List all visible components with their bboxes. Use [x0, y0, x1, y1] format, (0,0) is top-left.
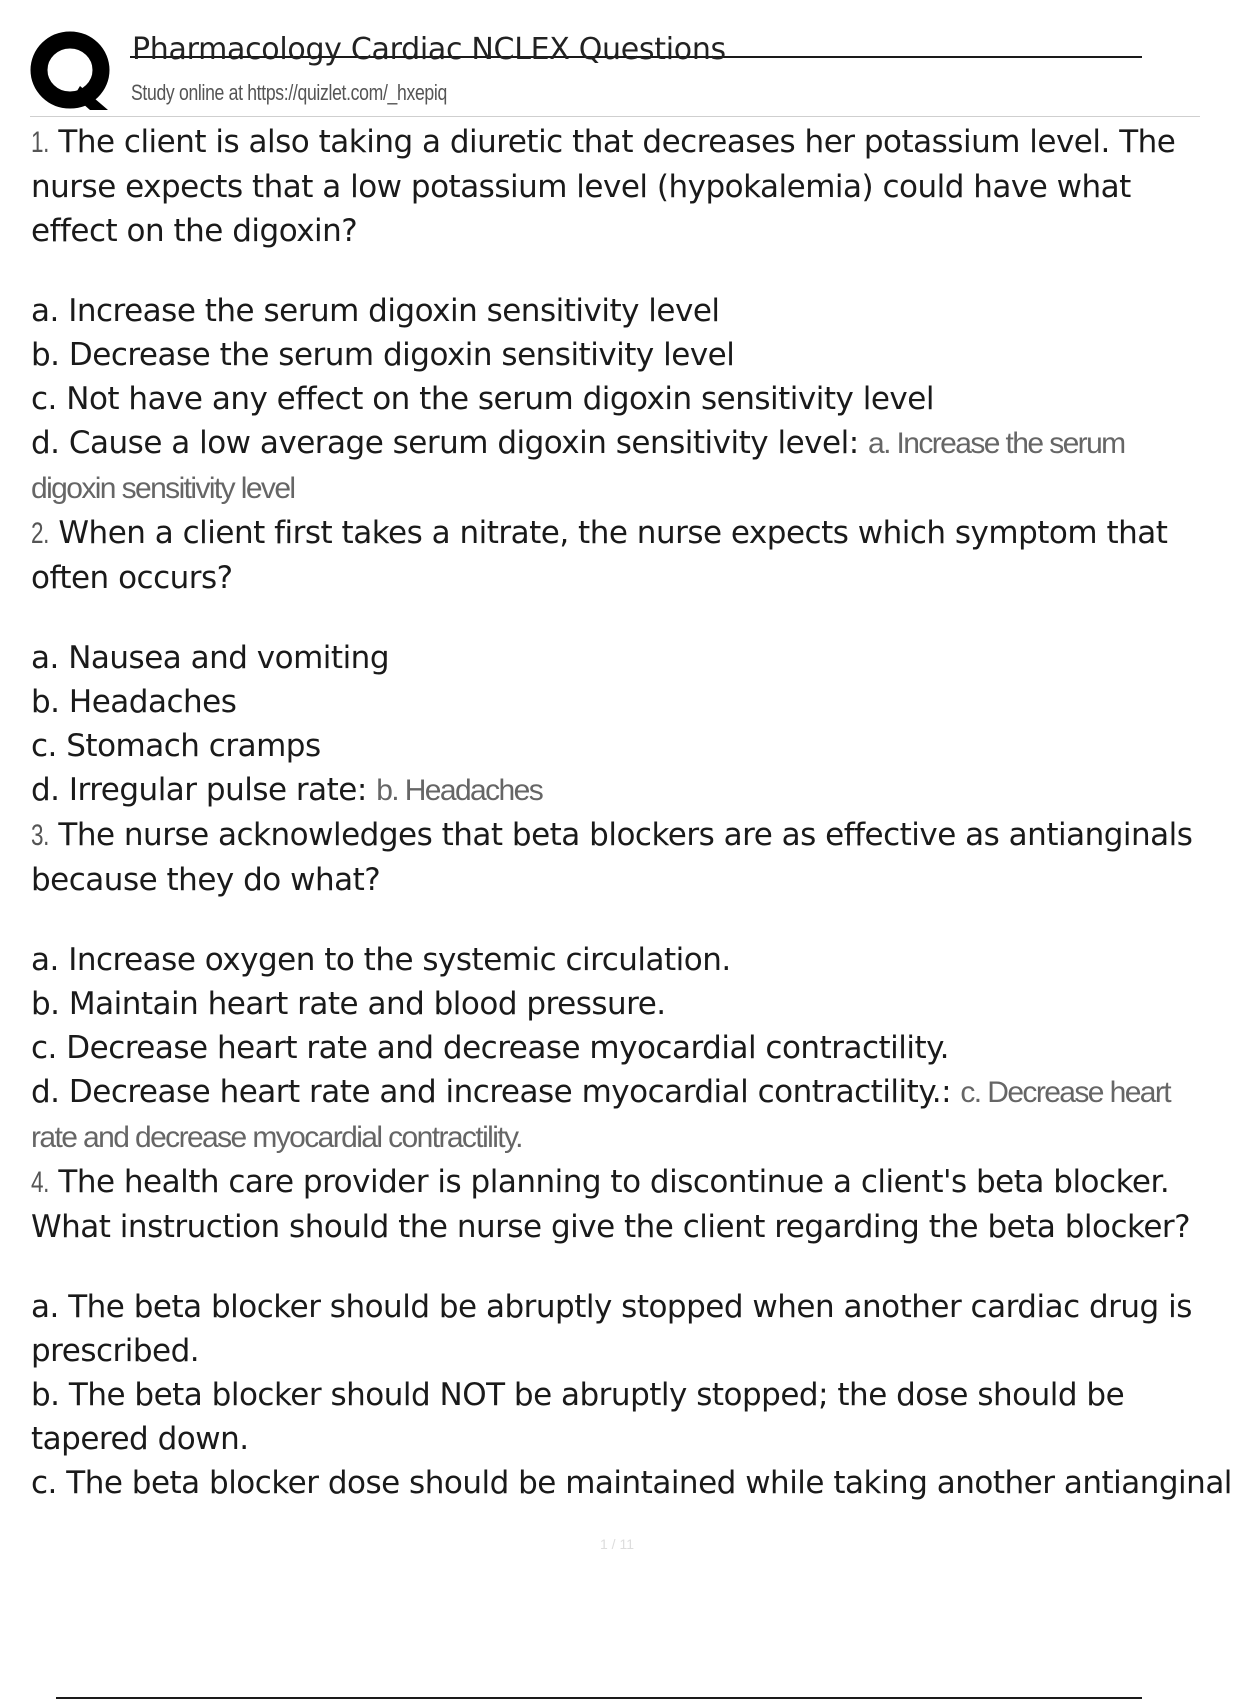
option-b: b. Maintain heart rate and blood pressure.	[31, 986, 666, 1022]
question-3	[31, 813, 1200, 902]
question-text: When a client first takes a nitrate, the nurse expects which symptom that often occurs?	[31, 515, 1177, 596]
document-header	[0, 0, 1200, 118]
option-c: c. Not have any effect on the serum digoxin sensitivity level	[31, 381, 934, 417]
option-c: c. The beta blocker dose should be maintained while taking another antianginal	[31, 1465, 1232, 1501]
spacer	[31, 253, 1200, 289]
option-a: a. The beta blocker should be abruptly stopped when another cardiac drug is prescribed.	[31, 1289, 1192, 1369]
option-a: a. Nausea and vomiting	[31, 640, 390, 676]
question-number: 4.	[31, 1166, 50, 1199]
option-b: b. Headaches	[31, 684, 237, 720]
option-d: d. Cause a low average serum digoxin sensitivity level:	[31, 425, 859, 461]
page-number: 1 / 11	[600, 1536, 634, 1552]
question-4	[31, 1160, 1200, 1249]
question-2	[31, 511, 1200, 600]
option-b: b. The beta blocker should NOT be abruptly stopped; the dose should be tapered down.	[31, 1377, 1125, 1457]
question-number: 1.	[31, 126, 50, 159]
spacer	[31, 902, 1200, 938]
option-a: a. Increase the serum digoxin sensitivity level	[31, 293, 720, 329]
option-d-with-answer	[31, 421, 1200, 511]
answer-text: c. Decrease heart rate and decrease myocardial contractility.	[31, 1076, 1170, 1154]
header-divider	[30, 116, 1200, 117]
spacer	[31, 1249, 1200, 1285]
document-subtitle: Study online at https://quizlet.com/_hxepiq	[131, 80, 447, 105]
option-d-with-answer	[31, 1070, 1200, 1160]
question-text: The nurse acknowledges that beta blockers are as effective as antianginals because they do what?	[31, 817, 1202, 898]
footer-divider	[56, 1697, 1142, 1699]
option-d: d. Irregular pulse rate:	[31, 772, 367, 808]
question-text: The health care provider is planning to discontinue a client's beta blocker. What instruction should the nurse give the client regarding the beta blocker?	[31, 1164, 1191, 1245]
question-list	[31, 120, 1232, 1505]
question-number: 3.	[31, 819, 50, 852]
option-d: d. Decrease heart rate and increase myocardial contractility.:	[31, 1074, 952, 1110]
question-text: The client is also taking a diuretic that decreases her potassium level. The nurse expects that a low potassium level (hypokalemia) could have what effect on the digoxin?	[31, 124, 1185, 249]
option-c: c. Stomach cramps	[31, 728, 321, 764]
option-d-with-answer	[31, 768, 1200, 813]
question-number: 2.	[31, 517, 50, 550]
quizlet-logo-icon	[30, 30, 114, 114]
question-1	[31, 120, 1200, 253]
option-b: b. Decrease the serum digoxin sensitivity level	[31, 337, 735, 373]
spacer	[31, 600, 1200, 636]
answer-text: a. Increase the serum digoxin sensitivity level	[31, 427, 1125, 505]
option-a: a. Increase oxygen to the systemic circulation.	[31, 942, 731, 978]
option-c: c. Decrease heart rate and decrease myocardial contractility.	[31, 1030, 949, 1066]
document-title: Pharmacology Cardiac NCLEX Questions	[132, 32, 726, 67]
answer-text: b. Headaches	[376, 774, 543, 807]
